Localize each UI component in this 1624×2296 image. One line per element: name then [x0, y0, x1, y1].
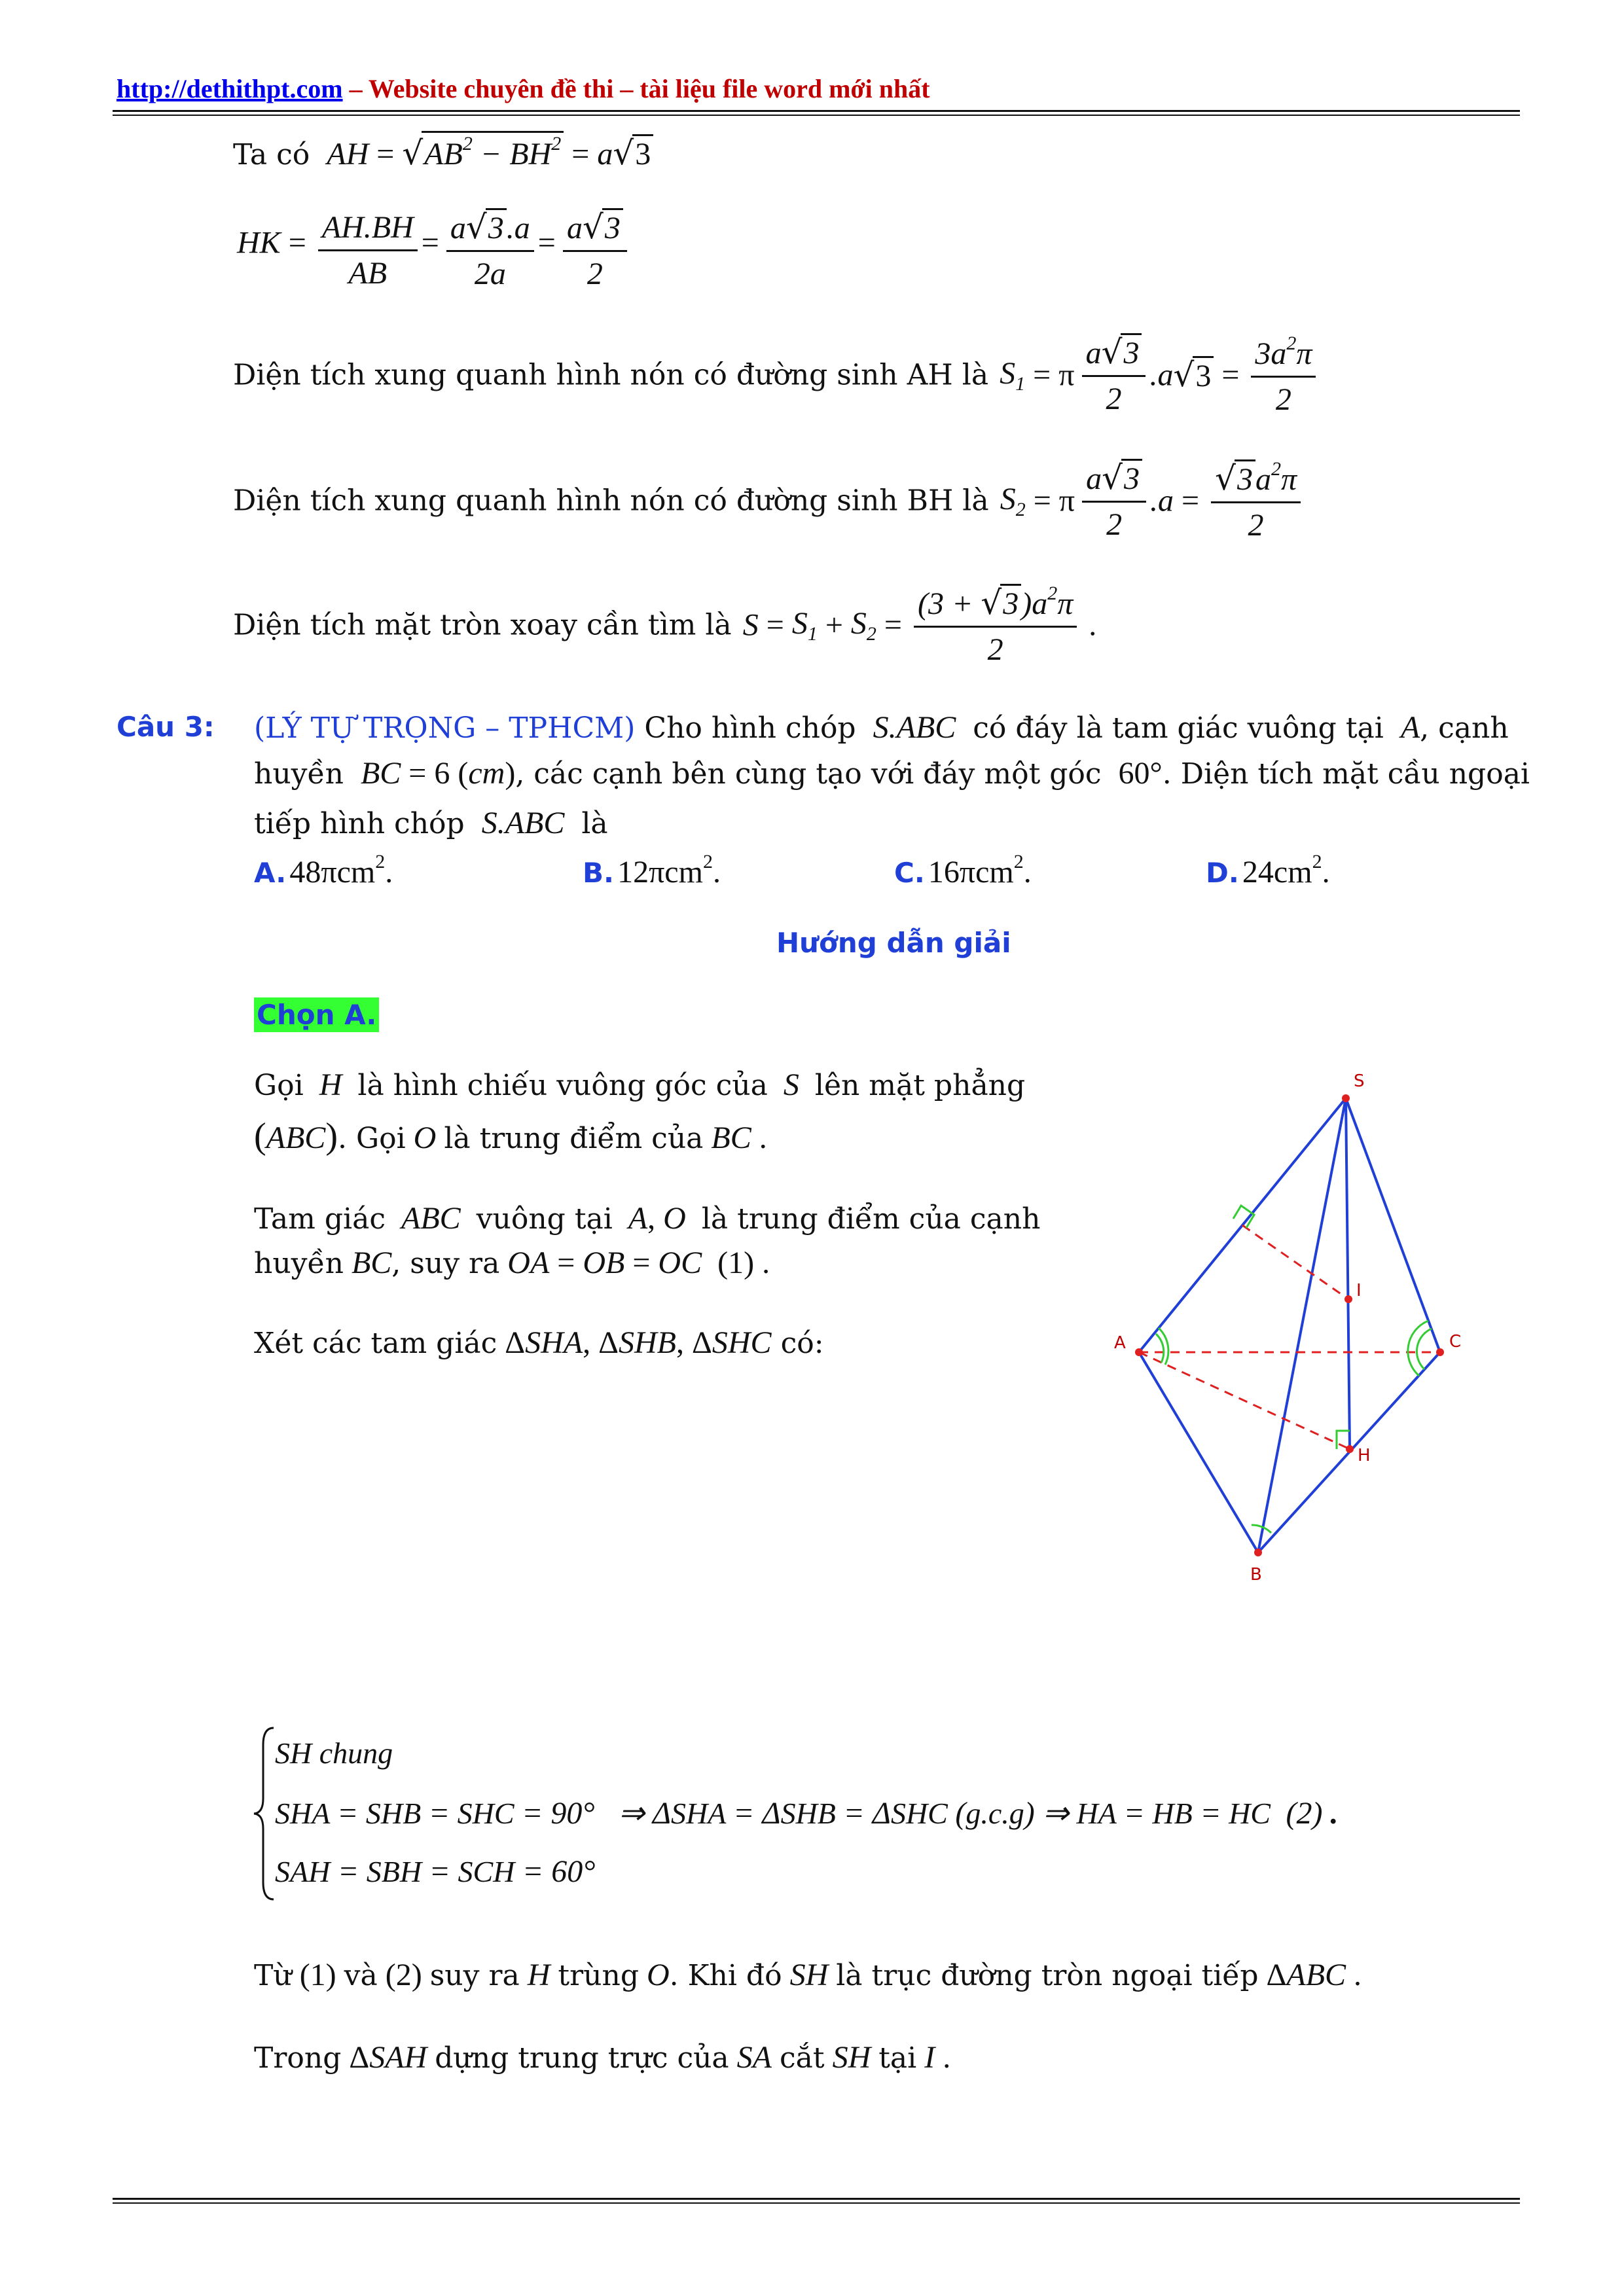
- guide-p2d: huyền: [254, 1247, 344, 1280]
- guide-p1e: là trung điểm của: [444, 1122, 704, 1155]
- pyramid-figure: [1087, 1060, 1545, 1584]
- point-i: [1344, 1295, 1352, 1303]
- conclude-line1: Từ (1) và (2) suy ra H trùng O. Khi đó SH là trục đường tròn ngoại tiếp ΔABC .: [254, 1958, 1362, 1992]
- question-source: (LÝ TỰ TRỌNG – TPHCM): [254, 711, 636, 745]
- point-h: [1346, 1445, 1354, 1453]
- question-text-d: huyền: [254, 757, 344, 791]
- conclude1f: là trục đường tròn ngoại tiếp: [836, 1959, 1259, 1992]
- conclude1a: Từ: [254, 1959, 292, 1992]
- answer-text: Chọn A.: [254, 997, 379, 1032]
- point-a: [1135, 1348, 1143, 1356]
- line-s2: Diện tích xung quanh hình nón có đường sinh BH là $S_2 = \pi$ $\frac{a√3}{2}$ .a = $\frac{√3a^2\pi}{2}$: [233, 458, 1305, 543]
- system-line1-text: SH chung: [275, 1736, 393, 1770]
- conclude2b: dựng trung trực của: [435, 2041, 729, 2075]
- dashed-ah: [1139, 1352, 1350, 1449]
- guide-p2c: là trung điểm của cạnh: [701, 1202, 1041, 1236]
- label-a: A: [1114, 1333, 1126, 1353]
- option-d-value: 24cm: [1242, 855, 1312, 889]
- question-label: Câu 3:: [117, 711, 215, 743]
- guide-p2e: , suy ra: [391, 1247, 500, 1280]
- guide-p2-line1: Tam giác ABC vuông tại A, O là trung điểm của cạnh: [254, 1201, 1041, 1236]
- header-rule: [113, 110, 1520, 112]
- question-text-h: là: [581, 807, 608, 840]
- question-line1: (LÝ TỰ TRỌNG – TPHCM) Cho hình chóp S.ABC có đáy là tam giác vuông tại A, cạnh: [254, 710, 1509, 745]
- guide-p3-text: Xét các tam giác: [254, 1327, 497, 1360]
- footer-rule: [113, 2198, 1520, 2200]
- option-a-label: A.: [254, 857, 287, 889]
- edge-ab: [1139, 1352, 1258, 1552]
- option-b[interactable]: B. 12πcm$^2$.: [583, 851, 721, 889]
- label-s: S: [1354, 1071, 1365, 1091]
- line-s2-text: Diện tích xung quanh hình nón có đường sinh BH là: [233, 484, 989, 518]
- footer-rule-thin: [113, 2202, 1520, 2204]
- line-ah: Ta có AH = $√AB^2 - BH^2 = a√3$: [233, 131, 653, 172]
- question-text-e: , các cạnh bên cùng tạo với đáy một góc: [515, 757, 1102, 791]
- guide-p2-line2: huyền BC, suy ra OA = OB = OC (1) .: [254, 1246, 770, 1280]
- conclude1d: trùng: [558, 1959, 639, 1992]
- point-c: [1436, 1348, 1444, 1356]
- option-c-label: C.: [894, 857, 925, 889]
- question-text-c: , cạnh: [1420, 711, 1509, 745]
- guide-p1d: . Gọi: [337, 1122, 406, 1155]
- header-tagline: – Website chuyên đề thi – tài liệu file word mới nhất: [342, 74, 930, 103]
- option-b-label: B.: [583, 857, 614, 889]
- label-c: C: [1449, 1332, 1462, 1352]
- system-brace: [251, 1725, 278, 1902]
- line-ah-prefix: Ta có: [233, 138, 310, 171]
- system-line1: [275, 1736, 393, 1770]
- edge-sb: [1258, 1098, 1346, 1552]
- guide-p1-line2: (ABC). Gọi O là trung điểm của BC .: [254, 1116, 767, 1157]
- guide-p1a: Gọi: [254, 1069, 304, 1102]
- page-header: [117, 73, 930, 104]
- line-total: Diện tích mặt tròn xoay cần tìm là $S = S_1 + S_2$ = $\frac{(3 + √3)a^2\pi}{2}$ .: [233, 583, 1097, 667]
- conclude1c: suy ra: [429, 1959, 520, 1992]
- option-a-value: 48πcm: [289, 855, 376, 889]
- label-i: I: [1356, 1281, 1362, 1300]
- question-text-a: Cho hình chóp: [644, 711, 856, 745]
- question-text-b: có đáy là tam giác vuông tại: [973, 711, 1384, 745]
- label-h: H: [1358, 1446, 1371, 1465]
- header-rule-thin: [113, 115, 1520, 116]
- option-a[interactable]: A. 48πcm$^2$.: [254, 851, 393, 889]
- system-line2: SHA = SHB = SHC = 90° ⇒ ΔSHA = ΔSHB = ΔSHC (g.c.g) ⇒ HA = HB = HC (2) .: [275, 1796, 1339, 1831]
- guide-p1b: là hình chiếu vuông góc của: [357, 1069, 768, 1102]
- angle-arc-a-inner: [1156, 1334, 1164, 1363]
- guide-p2a: Tam giác: [254, 1202, 386, 1236]
- answer-highlight: [254, 999, 379, 1031]
- conclude2a: Trong: [254, 2041, 342, 2075]
- line-s1-text: Diện tích xung quanh hình nón có đường sinh AH là: [233, 358, 989, 392]
- option-c-value: 16πcm: [928, 855, 1014, 889]
- point-s: [1342, 1094, 1350, 1102]
- guide-p2b: vuông tại: [476, 1202, 613, 1236]
- conclude1b: và: [344, 1959, 378, 1992]
- question-text-f: . Diện tích mặt cầu ngoại: [1162, 757, 1530, 791]
- point-b: [1254, 1549, 1262, 1556]
- conclude1e: . Khi đó: [669, 1959, 782, 1992]
- label-b: B: [1250, 1565, 1262, 1584]
- system-line3: SAH = SBH = SCH = 60°: [275, 1854, 596, 1889]
- line-total-text: Diện tích mặt tròn xoay cần tìm là: [233, 608, 732, 642]
- edge-sc: [1346, 1098, 1440, 1352]
- line-hk: HK = $\frac{AH.BH}{AB}$ = $\frac{a√3.a}{2a}$ = $\frac{a√3}{2}$: [237, 208, 631, 292]
- conclude2c: cắt: [780, 2041, 825, 2075]
- guide-p3b: có:: [780, 1327, 824, 1360]
- header-link[interactable]: http://dethithpt.com: [117, 74, 343, 103]
- option-d[interactable]: D. $24cm^2$.: [1206, 851, 1330, 889]
- edge-sh: [1346, 1098, 1350, 1449]
- conclude2d: tại: [878, 2041, 917, 2075]
- guide-title: Hướng dẫn giải: [776, 927, 1011, 959]
- question-text-g: tiếp hình chóp: [254, 807, 465, 840]
- option-c[interactable]: C. 16πcm$^2$.: [894, 851, 1032, 889]
- option-b-value: 12πcm: [617, 855, 703, 889]
- dashed-bisector: [1242, 1225, 1348, 1299]
- guide-p3: Xét các tam giác ΔSHA, ΔSHB, ΔSHC có:: [254, 1325, 824, 1360]
- guide-p1-line1: Gọi H là hình chiếu vuông góc của S lên mặt phẳng: [254, 1067, 1026, 1102]
- question-line2: huyền BC = 6 (cm), các cạnh bên cùng tạo với đáy một góc 60°. Diện tích mặt cầu ngoại: [254, 756, 1530, 791]
- line-s1: Diện tích xung quanh hình nón có đường sinh AH là $S_1 = \pi$ $\frac{a√3}{2}$ .a√3 = $\frac{3a^2\pi}{2}$: [233, 332, 1320, 418]
- conclude-line2: Trong ΔSAH dựng trung trực của SA cắt SH tại I .: [254, 2040, 951, 2075]
- option-d-label: D.: [1206, 857, 1239, 889]
- guide-p1c: lên mặt phẳng: [814, 1069, 1026, 1102]
- question-line3: tiếp hình chóp S.ABC là: [254, 806, 608, 840]
